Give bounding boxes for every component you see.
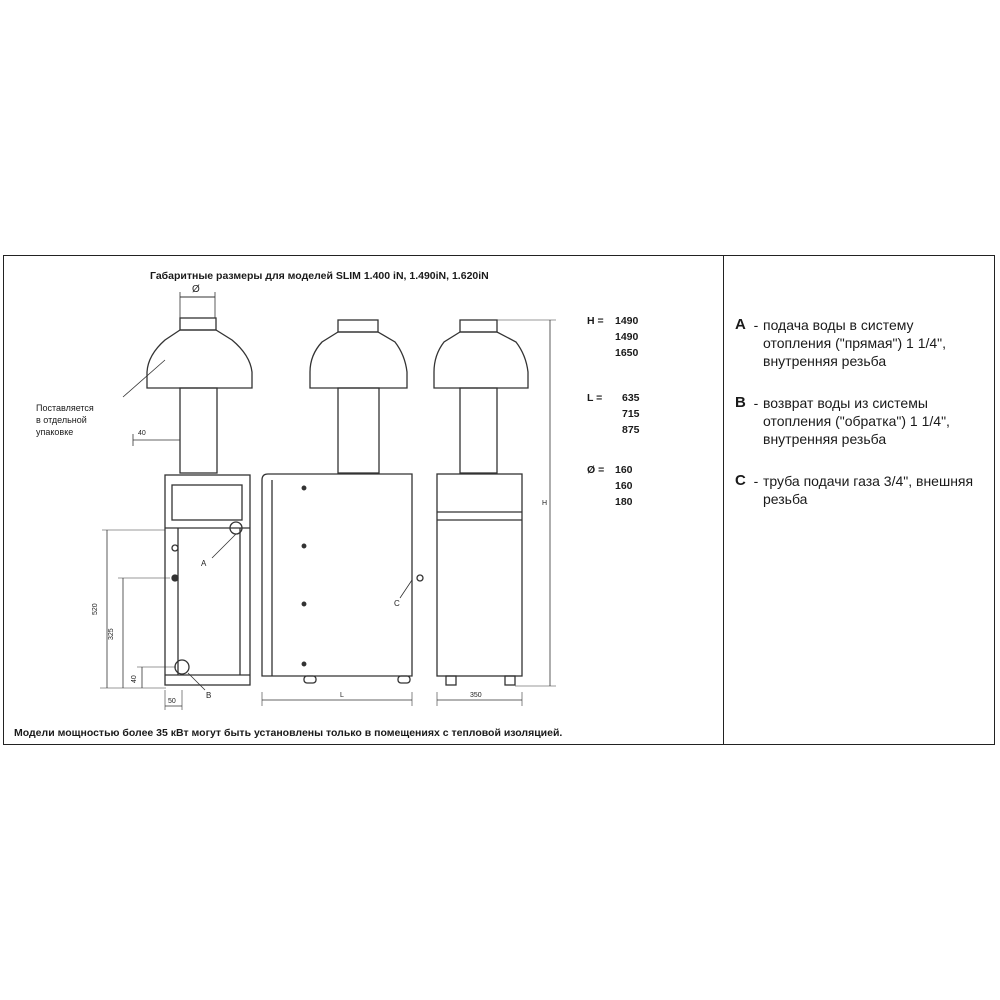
legend-dash-c: - bbox=[753, 473, 759, 489]
right-side-view bbox=[434, 320, 556, 706]
dim-40-side: 40 bbox=[131, 675, 138, 683]
label-l: L bbox=[340, 692, 344, 699]
flue-collar bbox=[180, 318, 216, 330]
h-value-1: 1490 bbox=[615, 315, 639, 327]
flue-pipe bbox=[180, 388, 217, 473]
front-flue-pipe bbox=[338, 388, 379, 473]
diagram-title: Габаритные размеры для моделей SLIM 1.400 iN, 1.490iN, 1.620iN bbox=[150, 270, 489, 282]
side-flue-pipe bbox=[460, 388, 497, 473]
separate-package-note bbox=[36, 402, 94, 438]
dim-40-top: 40 bbox=[138, 430, 146, 437]
legend-text-c: труба подачи газа 3/4", внешняя резьба bbox=[763, 473, 974, 507]
length-dims bbox=[587, 390, 640, 438]
legend-letter-a: A bbox=[735, 316, 746, 333]
flue-hood bbox=[147, 330, 252, 388]
l-value-1: 635 bbox=[622, 392, 640, 404]
dim-50: 50 bbox=[168, 698, 176, 705]
note-line-1: Поставляется bbox=[36, 403, 94, 413]
label-a: A bbox=[201, 559, 207, 568]
label-c: C bbox=[394, 599, 400, 608]
legend-dash-a: - bbox=[753, 317, 759, 333]
legend-text-b: возврат воды из системы отопления ("обратка") 1 1/4", внутренняя резьба bbox=[763, 395, 950, 447]
l-value-3: 875 bbox=[622, 424, 640, 436]
legend-text-a: подача воды в систему отопления ("прямая") 1 1/4", внутренняя резьба bbox=[763, 317, 947, 369]
label-h: H bbox=[542, 500, 548, 507]
l-key: L = bbox=[587, 392, 603, 404]
front-flue-collar bbox=[338, 320, 378, 332]
legend-letter-c: C bbox=[735, 472, 746, 489]
side-flue-collar bbox=[460, 320, 497, 332]
d-key: Ø = bbox=[587, 464, 605, 476]
side-body bbox=[437, 474, 522, 676]
legend-item-a bbox=[735, 316, 985, 370]
diameter-label: Ø bbox=[192, 284, 200, 295]
d-value-1: 160 bbox=[615, 464, 633, 476]
dim-520: 520 bbox=[92, 603, 99, 615]
legend-item-b bbox=[735, 394, 985, 448]
dim-350: 350 bbox=[470, 692, 482, 699]
diameter-dims bbox=[587, 462, 633, 510]
legend-dash-b: - bbox=[753, 395, 759, 411]
dim-325: 325 bbox=[108, 628, 115, 640]
combustion-chamber bbox=[172, 485, 242, 520]
left-view bbox=[92, 284, 252, 710]
h-key: H = bbox=[587, 315, 604, 327]
height-dims bbox=[587, 313, 638, 361]
bottom-note: Модели мощностью более 35 кВт могут быть установлены только в помещениях с тепловой изоляцией. bbox=[14, 727, 563, 739]
d-value-2: 160 bbox=[615, 480, 633, 492]
l-value-2: 715 bbox=[622, 408, 640, 420]
note-line-3: упаковке bbox=[36, 427, 74, 437]
label-b: B bbox=[206, 691, 212, 700]
front-body bbox=[262, 474, 412, 676]
side-flue-hood bbox=[434, 332, 528, 388]
h-value-2: 1490 bbox=[615, 331, 639, 343]
d-value-3: 180 bbox=[615, 496, 633, 508]
h-value-3: 1650 bbox=[615, 347, 639, 359]
front-flue-hood bbox=[310, 332, 407, 388]
front-view bbox=[262, 320, 423, 706]
note-line-2: в отдельной bbox=[36, 415, 87, 425]
legend-letter-b: B bbox=[735, 394, 746, 411]
legend-item-c bbox=[735, 472, 985, 508]
connection-b-side bbox=[175, 660, 189, 674]
